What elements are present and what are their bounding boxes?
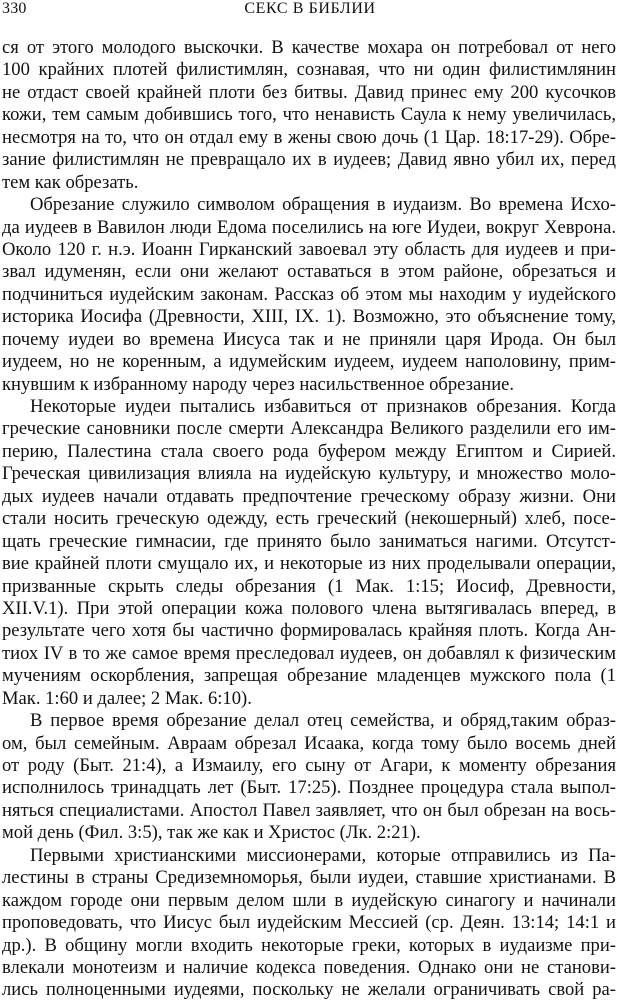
text-line: ся от этого молодого выскочки. В качестве мохара он потребовал от него: [2, 37, 616, 58]
text-line: Мак. 1:60 и далее; 2 Мак. 6:10).: [2, 687, 252, 709]
text-line: вие крайней плоти смущало их, и некоторые из них проделывали операции,: [2, 553, 616, 575]
page-number: 330: [2, 0, 27, 17]
paragraph-first-line: В первое время обрезание делал отец семейства, и обряд,таким образ-: [30, 710, 616, 732]
text-line: няться специалистами. Апостол Павел заявляет, что он был обрезан на вось-: [2, 799, 616, 821]
page-header: [0, 0, 620, 22]
text-line: мой день (Фил. 3:5), так же как и Христос (Лк. 2:21).: [2, 822, 421, 844]
text-line: кожи, тем самым добившись того, что ненависть Саула к нему увеличилась,: [2, 104, 616, 126]
text-line: 100 крайних плотей филистимлян, сознавая, что ни один филистимлянин: [2, 59, 616, 81]
text-line: лись полноценными иудеями, поскольку не желали ограничивать свой ра-: [2, 979, 616, 1001]
paragraph-first-line: Некоторые иудеи пытались избавиться от признаков обрезания. Когда: [30, 396, 616, 417]
text-line: др.). В общину могли входить некоторые греки, которых в иудаизме при-: [2, 934, 616, 956]
text-line: подчиниться иудейским законам. Рассказ об этом мы находим у иудейского: [2, 283, 616, 305]
text-line: стали носить греческую одежду, есть греческий (некошерный) хлеб, посе-: [2, 508, 616, 530]
text-line: призванные скрыть следы обрезания (1 Мак. 1:15; Иосиф, Древности,: [2, 575, 616, 597]
text-line: кнувшим к избранному народу через насильственное обрезание.: [2, 373, 515, 395]
text-line: проповедовать, что Иисус был иудейским Мессией (ср. Деян. 13:14; 14:1 и: [2, 912, 616, 934]
text-line: почему иудеи во времена Иисуса так и не приняли царя Ирода. Он был: [2, 328, 616, 350]
text-line: звал идуменян, если они желают оставаться в этом районе, обрезаться и: [2, 261, 616, 283]
text-line: да иудеев в Вавилон люди Едома поселились на юге Иудеи, вокруг Хеврона.: [2, 216, 616, 238]
text-line: щать греческие гимнасии, где принято было заниматься нагими. Отсутст-: [2, 530, 616, 552]
text-line: тиох IV в то же самое время преследовал иудеев, он добавлял к физическим: [2, 642, 616, 664]
text-line: тем как обрезать.: [2, 171, 139, 193]
text-line: дых иудеев начали отдавать предпочтение греческому образу жизни. Они: [2, 485, 616, 507]
text-line: зание филистимлян не превращало их в иудеев; Давид явно убил их, перед: [2, 149, 616, 171]
text-line: от роду (Быт. 21:4), а Измаилу, его сыну от Агари, к моменту обрезания: [2, 755, 616, 776]
text-line: каждом городе они первым делом шли в иудейскую синагогу и начинали: [2, 889, 616, 911]
text-line: мучениям оскорбления, запрещая обрезание младенцев мужского пола (1: [2, 665, 616, 687]
paragraph-first-line: Первыми христианскими миссионерами, которые отправились из Па-: [30, 844, 616, 866]
text-line: несмотря на то, что он отдал ему в жены свою дочь (1 Цар. 18:17-29). Обре-: [2, 126, 616, 148]
text-line: влекали монотеизм и наличие кодекса поведения. Однако они не станови-: [2, 956, 616, 978]
text-line: перию, Палестина стала своего рода буфером между Египтом и Сирией.: [2, 440, 616, 462]
body-text: [2, 37, 616, 1002]
text-line: лестины в страны Средиземноморья, были иудеи, ставшие христианами. В: [2, 867, 616, 889]
text-line: историка Иосифа (Древности, XIII, IX. 1). Возможно, это объяснение тому,: [2, 306, 616, 328]
running-title: СЕКС В БИБЛИИ: [244, 0, 376, 17]
text-line: иудеем, но не коренным, а идумейским иудеем, иудеем наполовину, прим-: [2, 351, 616, 373]
text-line: греческие сановники после смерти Александра Великого разделили его им-: [2, 418, 616, 440]
text-line: Около 120 г. н.э. Иоанн Гирканский завоевал эту область для иудеев и при-: [2, 238, 616, 260]
text-line: исполнилось тринадцать лет (Быт. 17:25). Позднее процедура стала выпол-: [2, 777, 616, 799]
text-line: ом, был семейным. Авраам обрезал Исаака, когда тому было восемь дней: [2, 732, 616, 754]
text-line: XII.V.1). При этой операции кожа полового члена вытягивалась вперед, в: [2, 597, 616, 619]
text-line: результате чего хотя бы частично формировалась крайняя плоть. Когда Ан-: [2, 620, 616, 642]
text-line: Греческая цивилизация влияла на иудейскую культуру, и множество моло-: [2, 463, 616, 485]
paragraph-first-line: Обрезание служило символом обращения в иудаизм. Во времена Исхо-: [30, 194, 616, 216]
text-line: не отдаст своей крайней плоти без битвы. Давид принес ему 200 кусочков: [2, 81, 616, 103]
